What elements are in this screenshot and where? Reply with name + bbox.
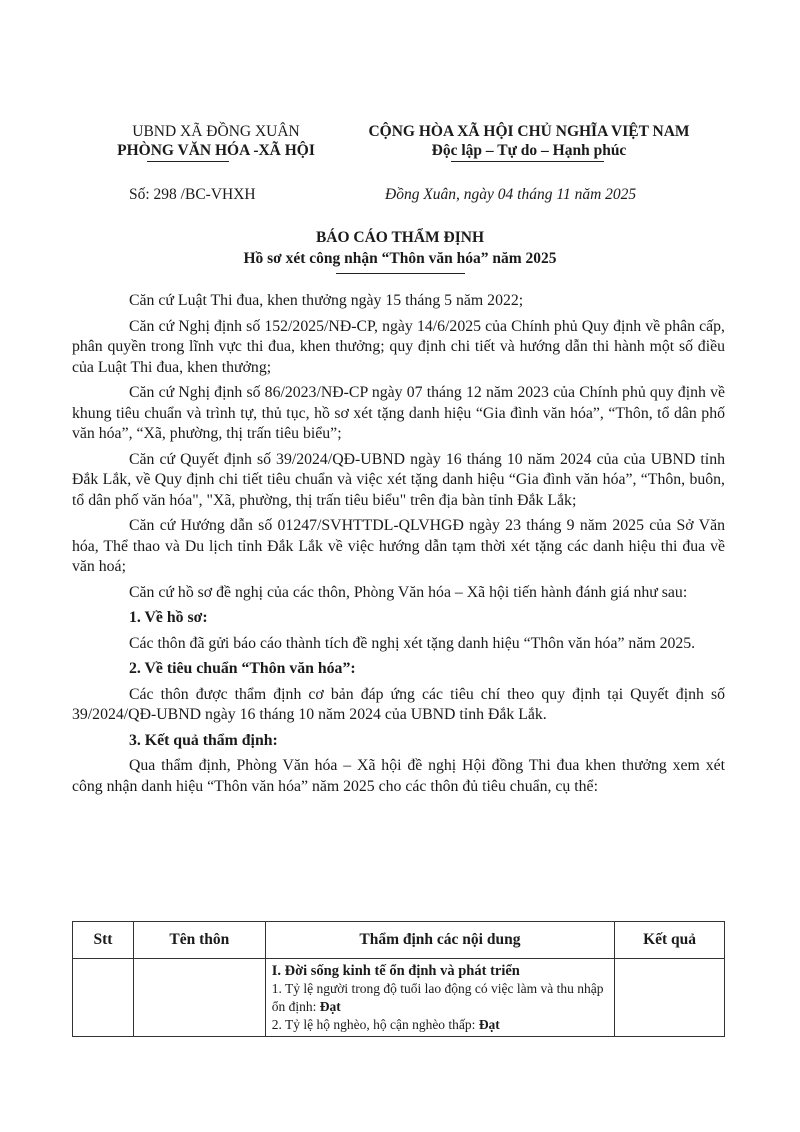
section-3-heading: 3. Kết quả thẩm định: [129,731,278,749]
cell-tham-dinh [265,959,614,1037]
basis-paragraph: Căn cứ Luật Thi đua, khen thưởng ngày 15 tháng 5 năm 2022; [129,292,524,309]
section-2-text: Các thôn được thẩm định cơ bản đáp ứng các tiêu chí theo quy định tại Quyết định số 39/2024/QĐ-UBND ngày 16 tháng 10 năm 2024 của UBND tỉnh Đắk Lắk. [72,685,725,723]
section-2-heading: 2. Về tiêu chuẩn “Thôn văn hóa”: [129,660,356,677]
cell-ket-qua [615,959,725,1037]
column-header-ten-thon: Tên thôn [133,922,265,959]
section-1-text: Các thôn đã gửi báo cáo thành tích đề nghị xét tặng danh hiệu “Thôn văn hóa” năm 2025. [129,634,696,652]
table-header-row [73,922,725,959]
criteria-section-title: I. Đời sống kinh tế ổn định và phát triển [271,963,520,979]
criteria-result: Đạt [319,999,341,1014]
column-header-tham-dinh: Thẩm định các nội dung [265,922,614,959]
criteria-item [272,1016,608,1034]
place-date: Đồng Xuân, ngày 04 tháng 11 năm 2025 [385,186,637,203]
section-3-text: Qua thẩm định, Phòng Văn hóa – Xã hội đề nghị Hội đồng Thi đua khen thưởng xem xét công nhận danh hiệu “Thôn văn hóa” năm 2025 cho các thôn đủ tiêu chuẩn, cụ thể: [72,757,725,795]
criteria-text: 2. Tỷ lệ hộ nghèo, hộ cận nghèo thấp: [271,1017,479,1032]
basis-paragraph: Căn cứ hồ sơ đề nghị của các thôn, Phòng Văn hóa – Xã hội tiến hành đánh giá như sau: [129,583,688,601]
column-header-stt: Stt [73,922,134,959]
criteria-result: Đạt [478,1017,500,1032]
agency-line-1: UBND XÃ ĐỒNG XUÂN [132,123,300,140]
section-1-heading: 1. Về hồ sơ: [129,609,208,626]
document-subtitle: Hồ sơ xét công nhận “Thôn văn hóa” năm 2025 [243,250,557,267]
document-number: Số: 298 /BC-VHXH [129,186,256,203]
title-underline [336,273,465,274]
basis-paragraph: Căn cứ Quyết định số 39/2024/QĐ-UBND ngày 16 tháng 10 năm 2024 của của UBND tỉnh Đắk Lắk, về Quy định chi tiết tiêu chuẩn và việc xét tặng danh hiệu “Gia đình văn hóa”, “Thôn, buôn, tổ dân phố văn hóa", "Xã, phường, thị trấn tiêu biểu" trên địa bàn tỉnh Đắk Lắk; [72,450,725,509]
agency-line-2: PHÒNG VĂN HÓA -XÃ HỘI [117,142,315,159]
basis-paragraphs [72,291,725,797]
national-header [338,122,720,160]
document-title: BÁO CÁO THẨM ĐỊNH [315,229,485,246]
criteria-item [272,980,608,1016]
column-header-ket-qua: Kết quả [615,922,725,959]
motto-underline [451,161,604,162]
cell-ten-thon [133,959,265,1037]
national-motto-2: Độc lập – Tự do – Hạnh phúc [431,142,627,159]
national-motto-1: CỘNG HÒA XÃ HỘI CHỦ NGHĨA VIỆT NAM [368,123,690,140]
table-row [73,959,725,1037]
basis-paragraph: Căn cứ Hướng dẫn số 01247/SVHTTDL-QLVHGĐ ngày 23 tháng 9 năm 2025 của Sở Văn hóa, Thể thao và Du lịch tỉnh Đắk Lắk về việc hướng dẫn tạm thời xét tặng các danh hiệu thi đua về văn hoá; [72,517,725,575]
agency-header [100,122,332,160]
agency-underline [147,161,229,162]
criteria-text: 1. Tỷ lệ người trong độ tuổi lao động có việc làm và thu nhập ổn định: [271,981,604,1014]
assessment-table [72,921,725,1037]
cell-stt [73,959,134,1037]
basis-paragraph: Căn cứ Nghị định số 86/2023/NĐ-CP ngày 07 tháng 12 năm 2023 của Chính phủ quy định về khung tiêu chuẩn và trình tự, thủ tục, hồ sơ xét tặng danh hiệu “Gia đình văn hóa”, “Thôn, tổ dân phố văn hóa”, “Xã, phường, thị trấn tiêu biểu”; [72,384,725,442]
basis-paragraph: Căn cứ Nghị định số 152/2025/NĐ-CP, ngày 14/6/2025 của Chính phủ Quy định về phân cấp, phân quyền trong lĩnh vực thi đua, khen thưởng; quy định chi tiết và hướng dẫn thi hành một số điều của Luật Thi đua, khen thưởng; [72,317,725,376]
